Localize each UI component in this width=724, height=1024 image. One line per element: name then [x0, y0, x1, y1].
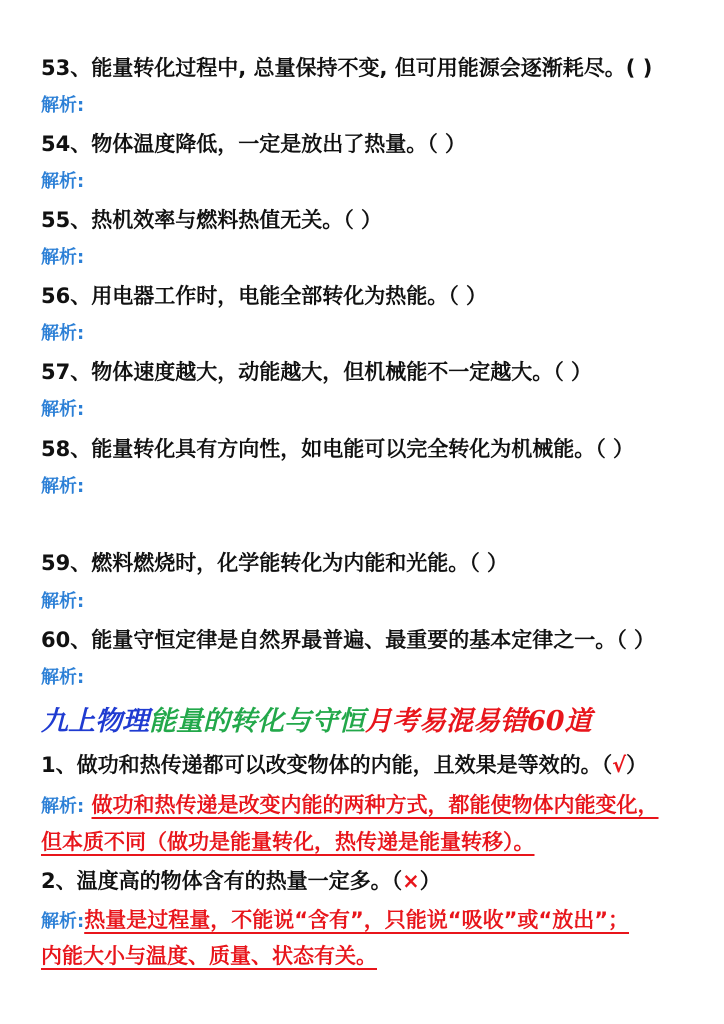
question-53: 53、能量转化过程中, 总量保持不变, 但可用能源会逐渐耗尽。( )	[41, 56, 653, 80]
analysis-label: 解析:	[41, 476, 85, 497]
analysis-label: 解析:	[41, 95, 85, 116]
analysis-text: 内能大小与温度、质量、状态有关。	[41, 944, 377, 968]
answer-2-analysis-cont	[41, 941, 377, 971]
answer-mark-cross: ×	[402, 869, 420, 893]
answer-question-1: 1、做功和热传递都可以改变物体的内能，且效果是等效的。（√）	[41, 753, 648, 777]
question-56: 56、用电器工作时，电能全部转化为热能。（ ）	[41, 284, 488, 308]
page-title	[41, 703, 592, 741]
analysis-label: 解析:	[41, 323, 85, 344]
question-59: 59、燃料燃烧时，化学能转化为内能和光能。（ ）	[41, 551, 509, 575]
title-subject: 九上物理	[41, 706, 149, 737]
analysis-label: 解析:	[41, 591, 85, 612]
title-topic: 能量的转化与守恒	[149, 706, 365, 737]
question-58: 58、能量转化具有方向性，如电能可以完全转化为机械能。（ ）	[41, 437, 635, 461]
question-57: 57、物体速度越大，动能越大，但机械能不一定越大。（ ）	[41, 360, 593, 384]
analysis-text: 但本质不同（做功是能量转化，热传递是能量转移）。	[41, 830, 535, 854]
title-series: 月考易混易错60道	[365, 706, 592, 737]
analysis-label: 解析:	[41, 399, 85, 420]
analysis-label: 解析:	[41, 911, 85, 932]
analysis-label: 解析:	[41, 667, 85, 688]
answer-2-analysis	[41, 905, 629, 937]
analysis-label: 解析:	[41, 247, 85, 268]
question-55: 55、热机效率与燃料热值无关。（ ）	[41, 208, 383, 232]
analysis-label: 解析:	[41, 796, 85, 817]
answer-1-analysis-cont	[41, 827, 535, 857]
analysis-label: 解析:	[41, 171, 85, 192]
question-54: 54、物体温度降低，一定是放出了热量。（ ）	[41, 132, 467, 156]
analysis-text: 做功和热传递是改变内能的两种方式，都能使物体内能变化，	[91, 793, 659, 817]
analysis-text: 热量是过程量，不能说“含有”，只能说“吸收”或“放出”；	[84, 908, 630, 932]
question-60: 60、能量守恒定律是自然界最普遍、最重要的基本定律之一。（ ）	[41, 628, 656, 652]
answer-1-analysis	[41, 790, 659, 822]
answer-question-2: 2、温度高的物体含有的热量一定多。（×）	[41, 869, 441, 893]
answer-mark-check: √	[612, 753, 627, 777]
